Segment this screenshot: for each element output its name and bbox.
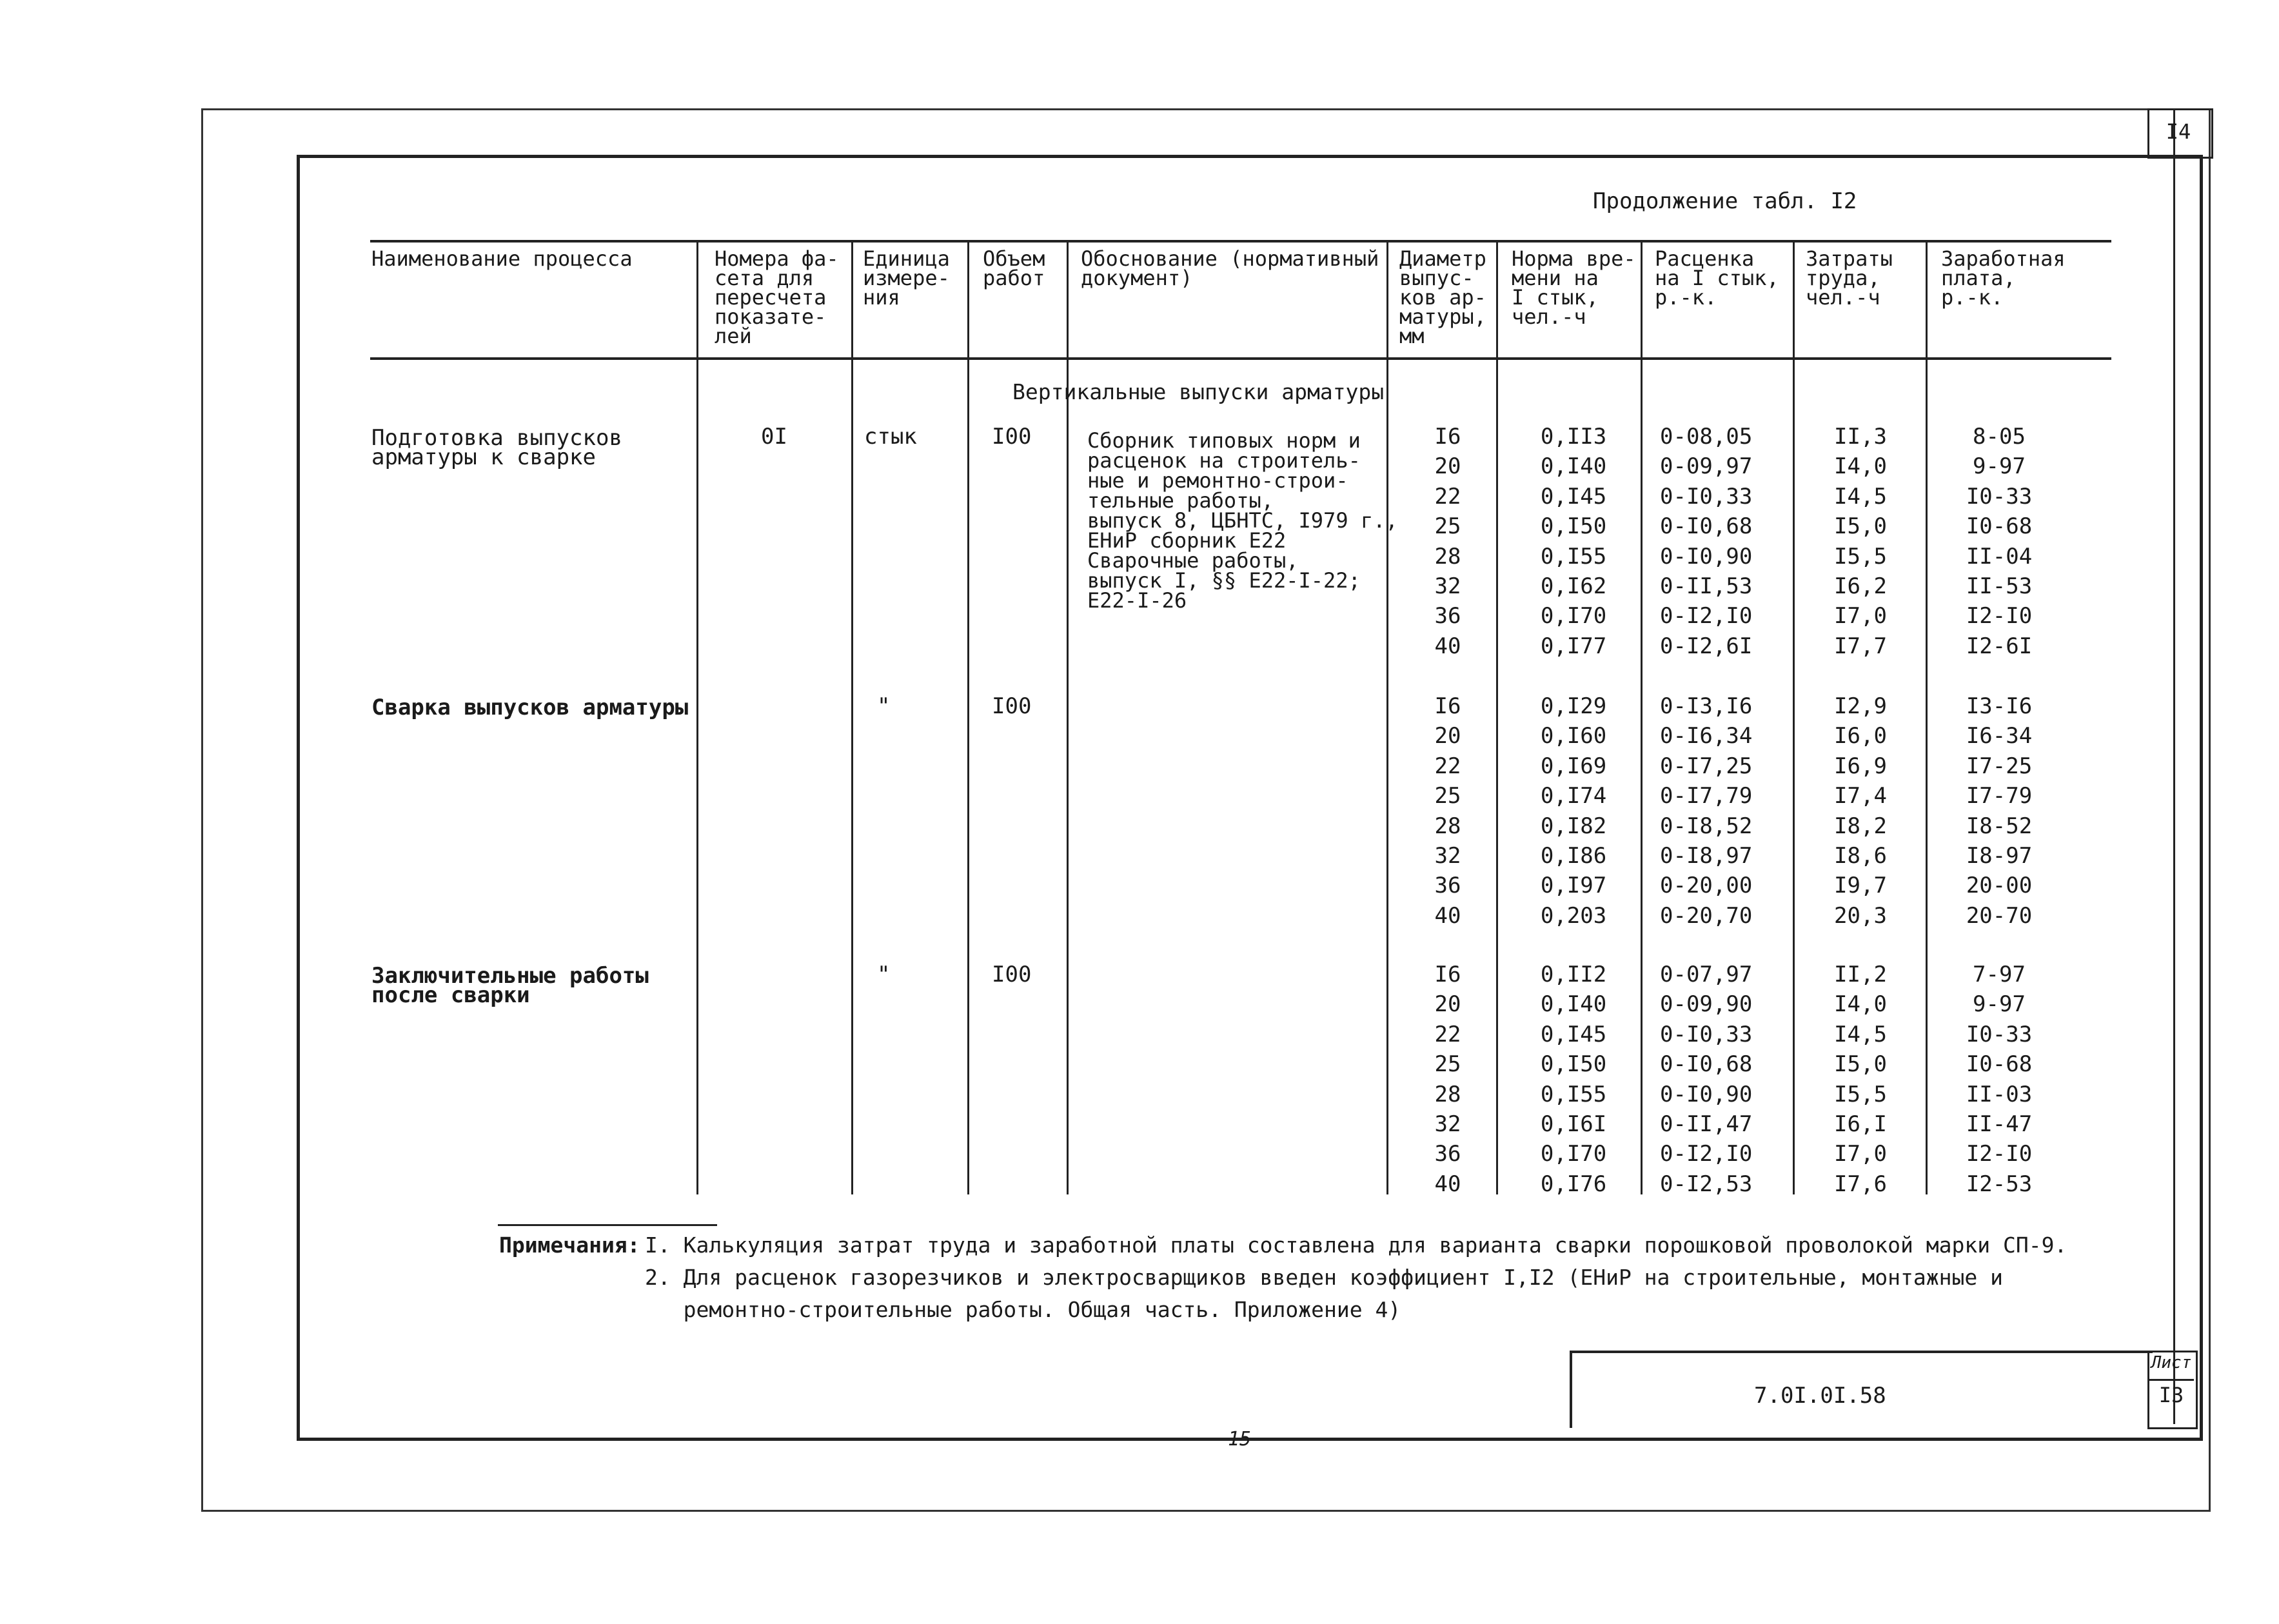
header-rate: Расценка на I стык, р.-к. (1655, 246, 1779, 310)
rate-list: 0-I3,I6 0-I6,34 0-I7,25 0-I7,79 0-I8,52 0-I8,97 0-20,00 0-20,70 (1660, 693, 1753, 929)
facet-number: 0I (761, 424, 787, 450)
table-continuation-title: Продолжение табл. I2 (1593, 188, 1857, 214)
sheet-label: Лист (2149, 1353, 2194, 1381)
column-divider (967, 240, 969, 1194)
header-unit: Единица измере- ния (863, 246, 950, 310)
unit-value: стык (864, 424, 917, 450)
sheet-number: I3 (2158, 1383, 2184, 1407)
note-item: I. Калькуляция затрат труда и заработной платы составлена для варианта сварки порошковой проволокой марки СП-9. (645, 1233, 2067, 1258)
labor-list: I2,9 I6,0 I6,9 I7,4 I8,2 I8,6 I9,7 20,3 (1834, 693, 1887, 929)
note-item: 2. Для расценок газорезчиков и электросварщиков введен коэффициент I,I2 (ЕНиР на строительные, монтажные и (645, 1265, 2003, 1290)
rate-list: 0-07,97 0-09,90 0-I0,33 0-I0,68 0-I0,90 0-II,47 0-I2,I0 0-I2,53 (1660, 962, 1753, 1197)
basis-document: Сборник типовых норм и расценок на строитель- ные и ремонтно-строи- тельные работы, выпуск 8, ЦБНТС, I979 г., ЕНиР сборник Е22 Сварочные работы, выпуск I, §§ Е22-I-22; Е22-I-26 (1087, 428, 1398, 613)
header-norm: Норма вре- мени на I стык, чел.-ч (1512, 246, 1636, 329)
header-bottom-rule (370, 357, 2111, 360)
process-name: Сварка выпусков арматуры (371, 695, 689, 720)
column-divider (1496, 240, 1498, 1194)
right-binding-band (2173, 108, 2211, 1424)
wage-list: 8-05 9-97 I0-33 I0-68 II-04 II-53 I2-I0 I2-6I (1966, 424, 2033, 659)
column-divider (851, 240, 853, 1194)
unit-value: " (877, 962, 891, 987)
volume-value: I00 (992, 424, 1032, 450)
note-item: ремонтно-строительные работы. Общая часть. Приложение 4) (645, 1297, 1401, 1322)
labor-list: II,2 I4,0 I4,5 I5,0 I5,5 I6,I I7,0 I7,6 (1834, 962, 1887, 1197)
document-code: 7.0I.0I.58 (1754, 1383, 1886, 1409)
process-name: Заключительные работы после сварки (371, 963, 649, 1008)
column-divider (1641, 240, 1643, 1194)
column-divider (1926, 240, 1928, 1194)
table-top-rule (370, 240, 2111, 243)
norm-list: 0,II3 0,I40 0,I45 0,I50 0,I55 0,I62 0,I70 0,I77 (1540, 424, 1607, 659)
process-name: Подготовка выпусков арматуры к сварке (371, 425, 622, 470)
notes-rule (498, 1224, 717, 1226)
labor-list: II,3 I4,0 I4,5 I5,0 I5,5 I6,2 I7,0 I7,7 (1834, 424, 1887, 659)
unit-value: " (877, 693, 891, 719)
diameter-list: I6 20 22 25 28 32 36 40 (1434, 693, 1461, 929)
notes-label: Примечания: (499, 1233, 640, 1258)
column-divider (1793, 240, 1795, 1194)
norm-list: 0,I29 0,I60 0,I69 0,I74 0,I82 0,I86 0,I97 0,203 (1540, 693, 1607, 929)
diameter-list: I6 20 22 25 28 32 36 40 (1434, 962, 1461, 1197)
column-divider (1386, 240, 1388, 1194)
header-diameter: Диаметр выпус- ков ар- матуры, мм (1399, 246, 1486, 348)
wage-list: 7-97 9-97 I0-33 I0-68 II-03 II-47 I2-I0 I2-53 (1966, 962, 2033, 1197)
norm-list: 0,II2 0,I40 0,I45 0,I50 0,I55 0,I6I 0,I70 0,I76 (1540, 962, 1607, 1197)
header-volume: Объем работ (983, 246, 1045, 290)
volume-value: I00 (992, 693, 1032, 719)
header-facet: Номера фа- сета для пересчета показате- лей (715, 246, 839, 348)
header-basis: Обоснование (нормативный документ) (1081, 246, 1379, 290)
wage-list: I3-I6 I6-34 I7-25 I7-79 I8-52 I8-97 20-00 20-70 (1966, 693, 2033, 929)
header-wage: Заработная плата, р.-к. (1941, 246, 2066, 310)
top-page-number: I4 (2166, 119, 2191, 144)
header-labor: Затраты труда, чел.-ч (1806, 246, 1893, 310)
volume-value: I00 (992, 962, 1032, 987)
rate-list: 0-08,05 0-09,97 0-I0,33 0-I0,68 0-I0,90 0-II,53 0-I2,I0 0-I2,6I (1660, 424, 1753, 659)
section-title: Вертикальные выпуски арматуры (1012, 379, 1385, 404)
page-number-bottom: 15 (1228, 1428, 1252, 1451)
header-process: Наименование процесса (371, 246, 633, 271)
column-divider (696, 240, 698, 1194)
diameter-list: I6 20 22 25 28 32 36 40 (1434, 424, 1461, 659)
